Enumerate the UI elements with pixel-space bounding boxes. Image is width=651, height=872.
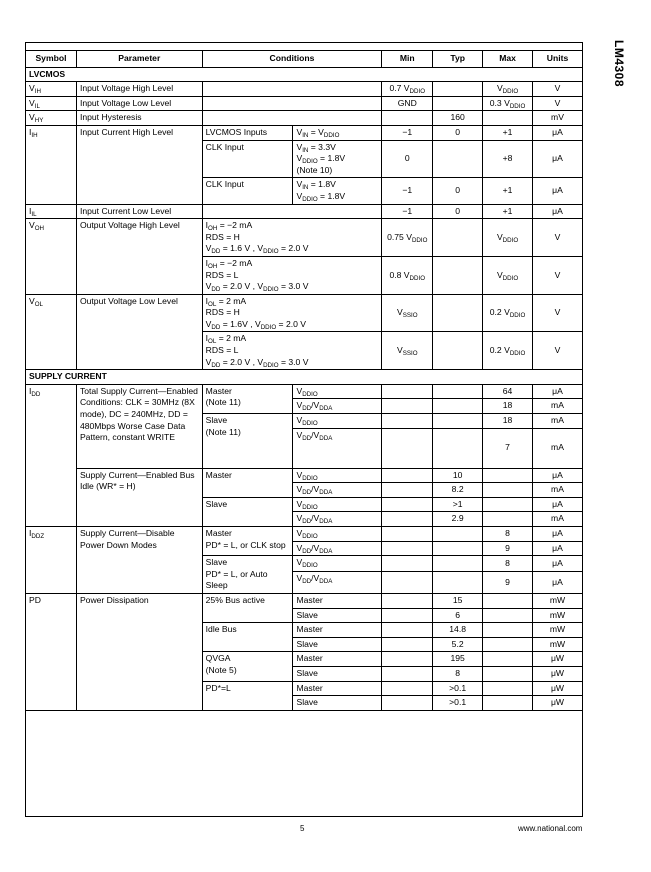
table-row: $V_{DD}/V_{DDA}$ 8.2 mA [26,483,583,498]
table-row: CLK Input $V_{IN} = 1.8V$ $V_{DDIO} = 1.8V$ −1 0 +1 μA [26,178,583,204]
symbol-pd: PD [26,593,77,710]
table-row: Slave PD* = L, or Auto Sleep $V_{DDIO}$ 8 μA [26,556,583,572]
table-row: $V_{DD}/V_{DDA}$ 2.9 mA [26,512,583,527]
table-row: $I_{OL} = 2$ mA RDS = L $V_{DD} = 2.0$ V , $V_{DDIO} = 3.0$ V $V_{SSIO}$ 0.2 $V_{DDIO}$ V [26,332,583,370]
param-vol: Output Voltage Low Level [76,294,202,370]
table-row: $V_{DD}/V_{DDA}$ 9 μA [26,571,583,593]
symbol-vil: $V_{IL}$ [26,96,77,111]
table-row: Slave 8 μW [26,666,583,681]
param-iddz: Supply Current—Disable Power Down Modes [76,527,202,594]
symbol-iih: $I_{IH}$ [26,125,77,204]
table-row: Slave >0.1 μW [26,696,583,711]
header-row [26,51,583,68]
param-vil: Input Voltage Low Level [76,96,202,111]
max-vih: $V_{DDIO}$ [483,82,533,97]
symbol-vhy: $V_{HY}$ [26,111,77,126]
max-vil: 0.3 $V_{DDIO}$ [483,96,533,111]
table-row: Slave 5.2 mW [26,637,583,652]
header-conditions: Conditions [202,51,382,68]
param-iih: Input Current High Level [76,125,202,204]
table-row: Slave $V_{DDIO}$ >1 μA [26,497,583,512]
symbol-vih: $V_{IH}$ [26,82,77,97]
unit-vih: V [533,82,583,97]
section-supply-current: SUPPLY CURRENT [26,370,583,385]
param-voh: Output Voltage High Level [76,219,202,295]
symbol-idd: $I_{DD}$ [26,384,77,526]
header-units: Units [533,51,583,68]
header-min: Min [382,51,433,68]
header-max: Max [483,51,533,68]
page-number: 5 [300,824,305,833]
param-vhy: Input Hysteresis [76,111,202,126]
param-idd-total: Total Supply Current—Enabled Conditions: CLK = 30MHz (8X mode), DC = 240MHz, DD = 480Mbps Worse Case Data Pattern, constant WRITE [76,384,202,468]
symbol-iil: $I_{IL}$ [26,204,77,219]
table-row: $I_{IH}$ Input Current High Level LVCMOS Inputs $V_{IN} = V_{DDIO}$ −1 0 +1 μA [26,125,583,140]
typ-vhy: 160 [433,111,483,126]
table-row [26,82,583,97]
table-row: Slave 6 mW [26,608,583,623]
table-row: $V_{OL}$ Output Voltage Low Level $I_{OL} = 2$ mA RDS = H $V_{DD} = 1.6V$ , $V_{DDIO} = 2.0$ V $V_{SSIO}$ 0.2 $V_{DDIO}$ V [26,294,583,332]
param-iil: Input Current Low Level [76,204,202,219]
table-row: PD*=L Master >0.1 μW [26,681,583,696]
param-vih: Input Voltage High Level [76,82,202,97]
table-row: $V_{DD}/V_{DDA}$ 7 mA [26,428,583,468]
unit-vhy: mV [533,111,583,126]
table-row: $I_{IL}$ Input Current Low Level −1 0 +1 μA [26,204,583,219]
website-link[interactable]: www.national.com [518,824,583,833]
table-row: $I_{DD}$ Total Supply Current—Enabled Conditions: CLK = 30MHz (8X mode), DC = 240MHz, DD = 480Mbps Worse Case Data Pattern, constant WRITE Master (Note 11) $V_{DDIO}$ 64 μA [26,384,583,399]
table-row [26,111,583,126]
table-row: $I_{OH} = -2$ mA RDS = L $V_{DD} = 2.0$ V , $V_{DDIO} = 3.0$ V 0.8 $V_{DDIO}$ $V_{DDIO}$ V [26,256,583,294]
table-row: PD Power Dissipation 25% Bus active Master 15 mW [26,593,583,608]
table-row: Idle Bus Master 14.8 mW [26,623,583,638]
header-typ: Typ [433,51,483,68]
symbol-voh: $V_{OH}$ [26,219,77,295]
unit-vil: V [533,96,583,111]
section-lvcmos: LVCMOS [26,67,583,82]
table-row: $V_{DD}/V_{DDA}$ 9 μA [26,541,583,556]
table-row: Slave (Note 11) $V_{DDIO}$ 18 mA [26,414,583,429]
table-row: $I_{DDZ}$ Supply Current—Disable Power Down Modes Master PD* = L, or CLK stop $V_{DDIO}$ 8 μA [26,527,583,542]
min-vih: 0.7 $V_{DDIO}$ [382,82,433,97]
header-symbol: Symbol [26,51,77,68]
param-pd: Power Dissipation [76,593,202,710]
electrical-characteristics-table [25,50,583,711]
table-row: QVGA (Note 5) Master 195 μW [26,652,583,667]
table-row: CLK Input $V_{IN} = 3.3V$ $V_{DDIO} = 1.8V$ (Note 10) 0 +8 μA [26,140,583,178]
table-row [26,96,583,111]
document-side-title: LM4308 [612,40,626,88]
table-row: Supply Current—Enabled Bus Idle (WR* = H) Master $V_{DDIO}$ 10 μA [26,468,583,483]
min-vil: GND [382,96,433,111]
symbol-vol: $V_{OL}$ [26,294,77,370]
header-parameter: Parameter [76,51,202,68]
param-idd-idle: Supply Current—Enabled Bus Idle (WR* = H) [76,468,202,526]
table-row: $V_{OH}$ Output Voltage High Level $I_{OH} = -2$ mA RDS = H $V_{DD} = 1.6$ V , $V_{DDIO} = 2.0$ V 0.75 $V_{DDIO}$ $V_{DDIO}$ V [26,219,583,257]
symbol-iddz: $I_{DDZ}$ [26,527,77,594]
table-row: $V_{DD}/V_{DDA}$ 18 mA [26,399,583,414]
